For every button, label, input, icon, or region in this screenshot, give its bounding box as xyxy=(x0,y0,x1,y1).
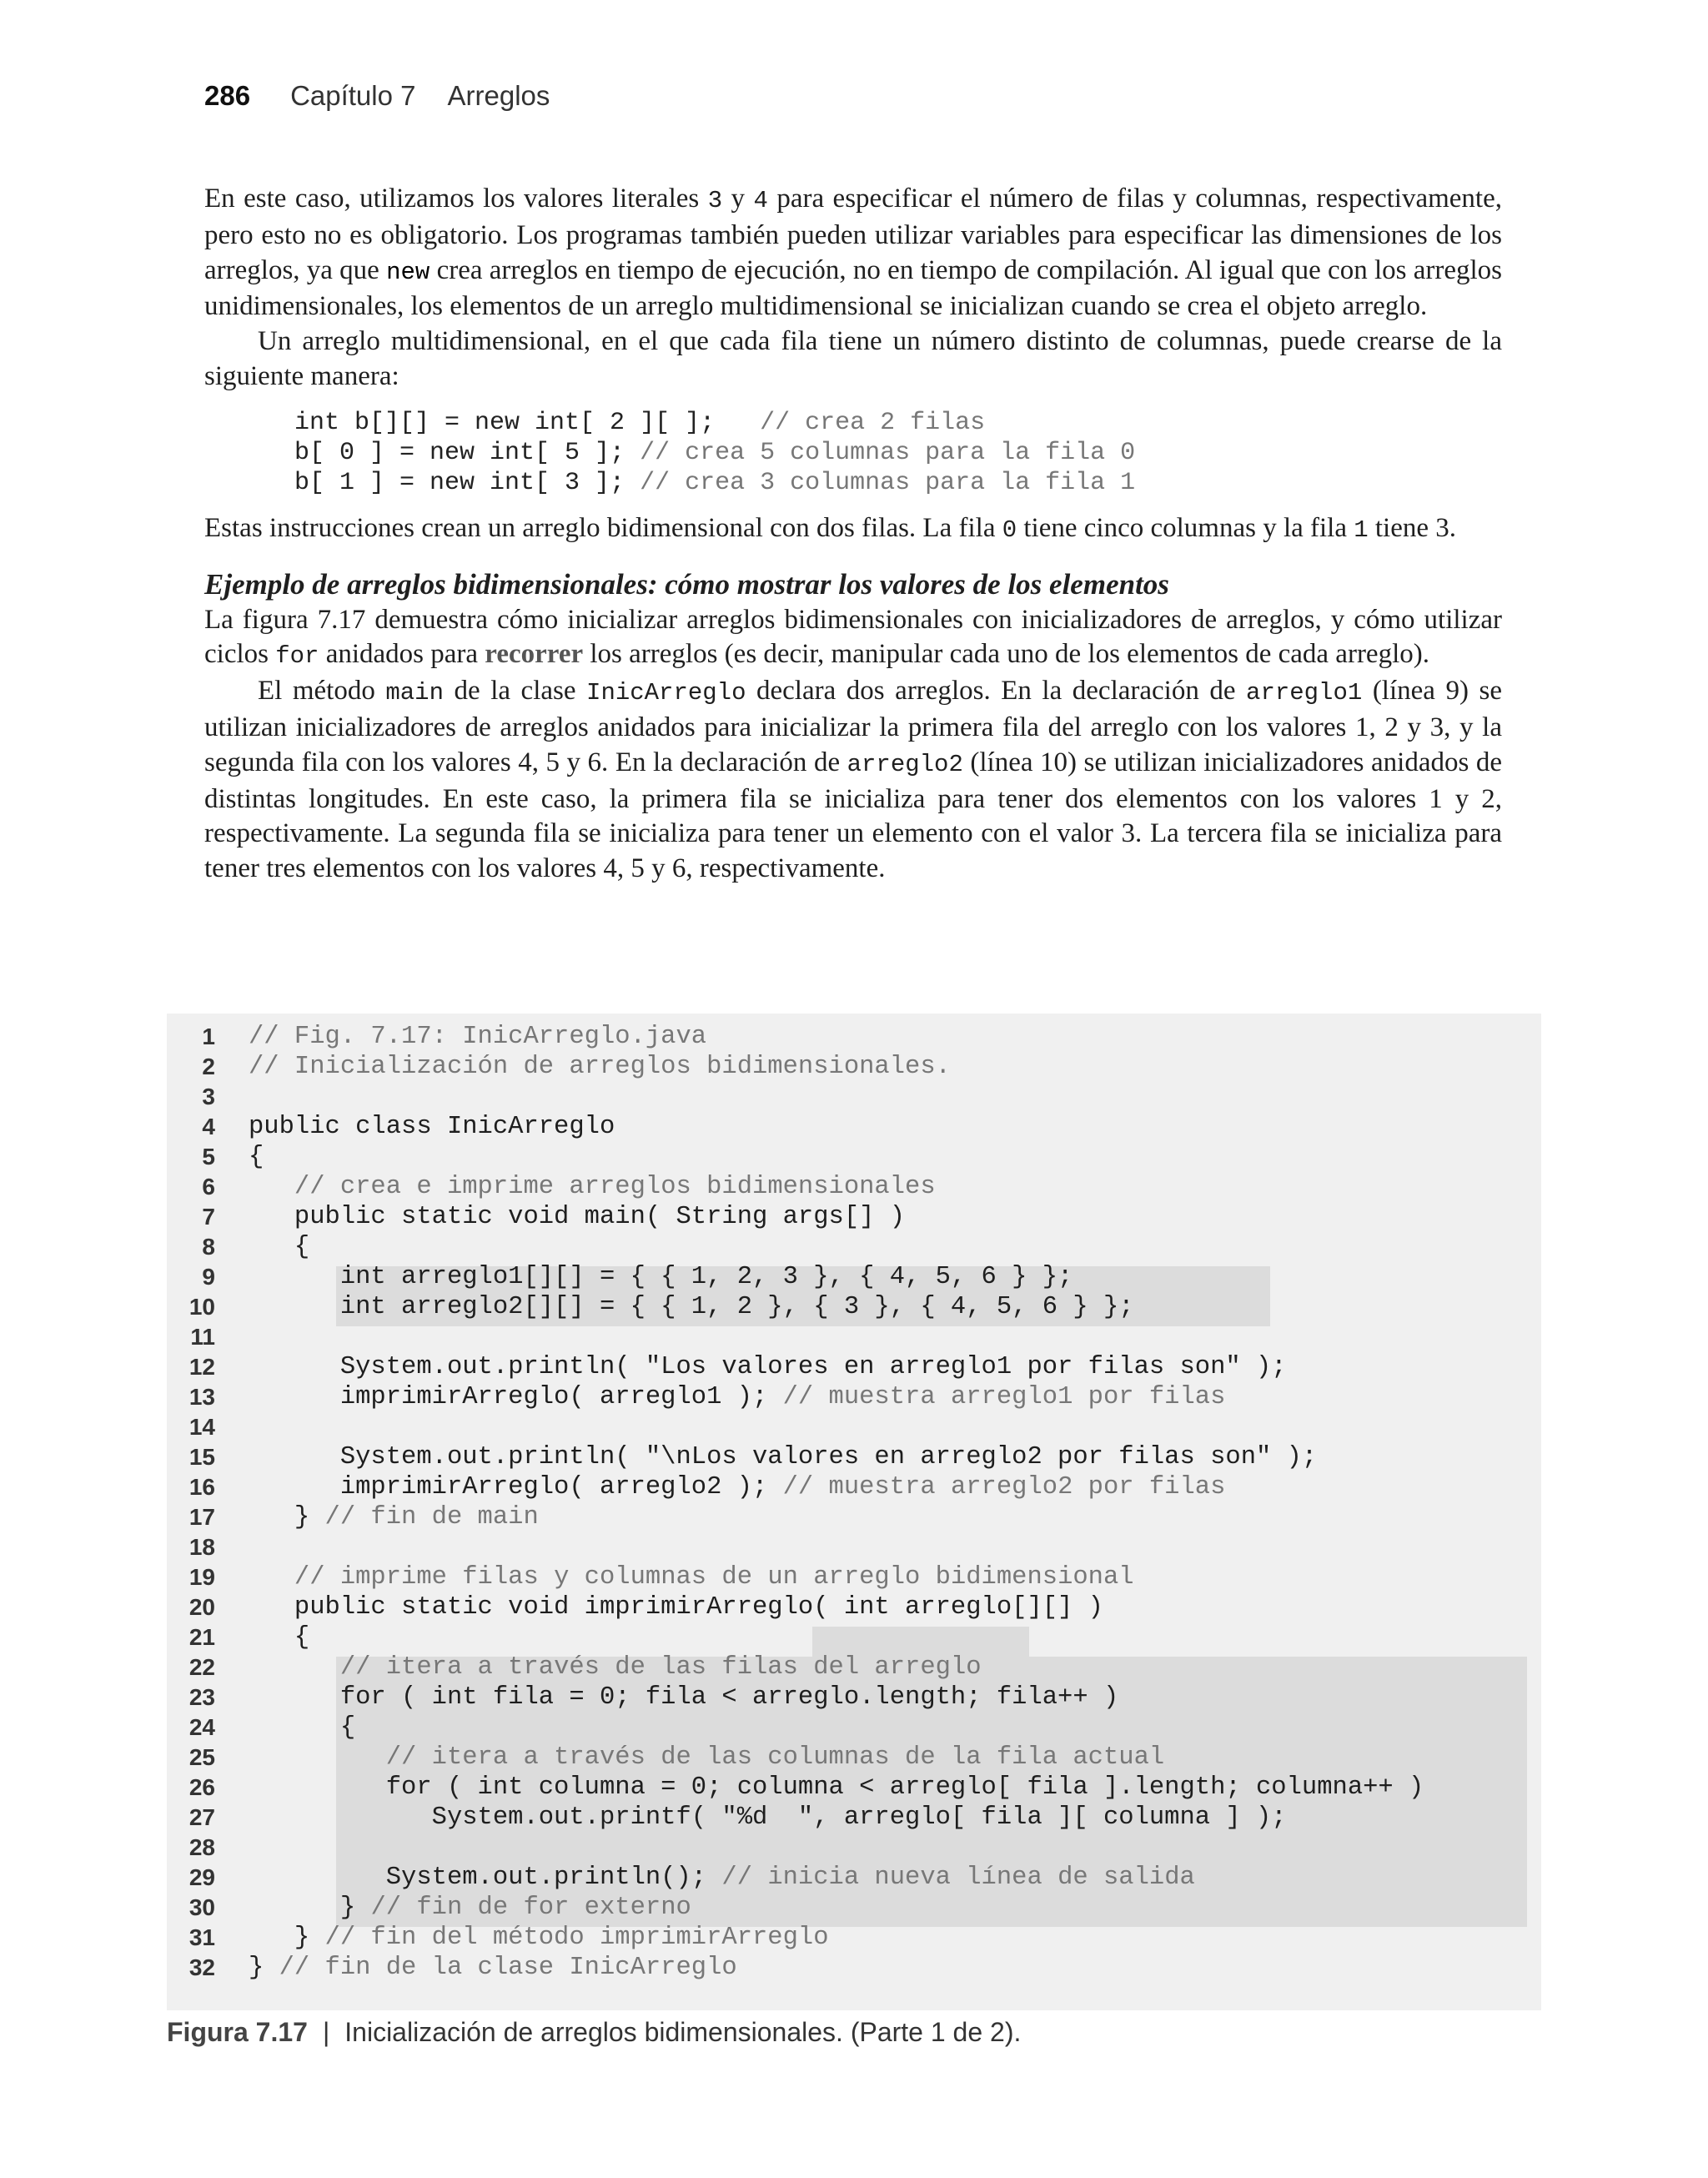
line-content xyxy=(249,1382,1225,1412)
line-content xyxy=(249,1442,1317,1472)
text-run: El método xyxy=(258,676,386,707)
code-run: 0 xyxy=(1002,516,1017,544)
code-comment: // fin de for externo xyxy=(370,1894,691,1922)
snippet-comment: // crea 5 columnas para la fila 0 xyxy=(640,438,1136,467)
text-run: Estas instrucciones crean un arreglo bidimensional con dos filas. La fila xyxy=(204,512,1002,543)
line-number: 32 xyxy=(188,1954,215,1980)
line-content xyxy=(249,1352,1287,1382)
code-comment: // imprime filas y columnas de un arreglo bidimensional xyxy=(294,1563,1134,1592)
line-number: 9 xyxy=(202,1264,215,1290)
code-text: imprimirArreglo( arreglo1 ); xyxy=(249,1383,783,1411)
text-run: para especificar el número de filas y columnas, respectivamente, pero esto no es obligatorio. Los programas también pueden utilizar variables para especificar las dimensiones de los arreglos, ya que xyxy=(204,184,1503,285)
line-number: 29 xyxy=(188,1864,215,1890)
line-number: 19 xyxy=(188,1564,215,1590)
line-number: 26 xyxy=(188,1774,215,1800)
snippet-line xyxy=(294,438,1502,468)
snippet-line xyxy=(294,468,1502,498)
line-content xyxy=(249,1172,936,1202)
line-content xyxy=(249,1112,615,1142)
text-run: de la clase xyxy=(444,676,587,707)
body-text xyxy=(204,182,1502,887)
text-run: los arreglos (es decir, manipular cada uno de los elementos de cada arreglo). xyxy=(583,639,1429,670)
code-comment: // itera a través de las filas del arreglo xyxy=(339,1653,982,1682)
line-number: 4 xyxy=(202,1114,215,1139)
code-comment: // fin de main xyxy=(324,1503,539,1532)
line-content xyxy=(249,1893,691,1923)
line-number: 28 xyxy=(188,1834,215,1860)
code-run: main xyxy=(385,679,444,707)
line-content xyxy=(249,1052,951,1082)
code-run: arreglo1 xyxy=(1246,679,1363,707)
line-number: 11 xyxy=(190,1324,215,1350)
code-text: } xyxy=(249,1924,325,1952)
line-number: 7 xyxy=(202,1204,215,1230)
code-text: public static void main( String args[] ) xyxy=(249,1203,906,1231)
code-comment: // inicia nueva línea de salida xyxy=(721,1864,1195,1892)
line-content xyxy=(249,1022,706,1052)
line-number: 17 xyxy=(188,1504,215,1530)
code-comment: // muestra arreglo1 por filas xyxy=(782,1383,1226,1411)
running-header xyxy=(204,80,550,112)
snippet-comment: // crea 3 columnas para la fila 1 xyxy=(640,468,1136,497)
code-text xyxy=(249,1743,386,1772)
line-number: 1 xyxy=(202,1024,215,1049)
text-run: crea arreglos en tiempo de ejecución, no en tiempo de compilación. Al igual que con los arreglos unidimensionales, los elementos de un arreglo multidimensional se inicializan cuando se crea el objeto arreglo. xyxy=(204,254,1502,322)
line-number: 21 xyxy=(188,1624,215,1650)
code-run: new xyxy=(386,258,430,286)
paragraph-figure-intro xyxy=(204,603,1502,675)
line-content xyxy=(249,1592,1103,1622)
paragraph-literals xyxy=(204,182,1502,324)
code-text: for ( int columna = 0; columna < arreglo[ fila ].length; columna++ ) xyxy=(249,1773,1424,1802)
line-number: 25 xyxy=(188,1744,215,1770)
snippet-code: int b[][] = new int[ 2 ][ ]; xyxy=(294,408,761,437)
code-text: public static void imprimirArreglo( int arreglo[][] ) xyxy=(249,1593,1103,1622)
code-text: imprimirArreglo( arreglo2 ); xyxy=(249,1473,783,1501)
line-number: 23 xyxy=(188,1684,215,1710)
code-text xyxy=(249,1173,294,1201)
line-number: 24 xyxy=(188,1714,215,1740)
line-number: 10 xyxy=(188,1294,215,1320)
code-comment: // Inicialización de arreglos bidimensionales. xyxy=(249,1053,951,1081)
line-content xyxy=(249,1502,539,1532)
line-number: 15 xyxy=(188,1444,215,1470)
line-content xyxy=(249,1683,1118,1713)
code-listing xyxy=(167,1014,1541,2010)
code-comment: // itera a través de las columnas de la fila actual xyxy=(385,1743,1165,1772)
code-text: } xyxy=(249,1894,371,1922)
line-content xyxy=(249,1713,355,1743)
code-comment: // fin del método imprimirArreglo xyxy=(324,1924,829,1952)
caption-separator: | xyxy=(322,2017,330,2047)
code-snippet xyxy=(294,408,1502,498)
text-run: y xyxy=(722,184,754,214)
paragraph-main-method xyxy=(204,674,1502,887)
code-text xyxy=(249,1653,340,1682)
line-number: 5 xyxy=(202,1144,215,1169)
line-content xyxy=(249,1472,1225,1502)
line-number: 12 xyxy=(188,1354,215,1380)
caption-text: Inicialización de arreglos bidimensionales. (Parte 1 de 2). xyxy=(344,2017,1022,2047)
code-run: InicArreglo xyxy=(586,679,746,707)
line-number: 13 xyxy=(188,1384,215,1410)
line-number: 14 xyxy=(188,1414,215,1440)
line-content xyxy=(249,1622,309,1652)
line-number: 20 xyxy=(188,1594,215,1620)
line-content xyxy=(249,1292,1134,1322)
line-number: 22 xyxy=(188,1654,215,1680)
line-number: 18 xyxy=(188,1534,215,1560)
line-number: 27 xyxy=(188,1804,215,1830)
text-run: La figura 7.17 demuestra cómo inicializar arreglos bidimensionales con inicializadores de arreglos, y cómo utilizar ciclos xyxy=(204,604,1502,670)
code-text: public class InicArreglo xyxy=(249,1113,615,1141)
section-heading: Ejemplo de arreglos bidimensionales: cómo mostrar los valores de los elementos xyxy=(204,567,1169,601)
code-run: 3 xyxy=(707,187,723,214)
code-comment: // fin de la clase InicArreglo xyxy=(279,1954,737,1982)
line-content xyxy=(249,1562,1134,1592)
line-number: 30 xyxy=(188,1894,215,1920)
line-content xyxy=(249,1863,1195,1893)
text-run: tiene 3. xyxy=(1368,512,1457,543)
figure-label: Figura 7.17 xyxy=(167,2017,308,2047)
text-run: tiene cinco columnas y la fila xyxy=(1017,512,1354,543)
code-text: int arreglo2[][] = { { 1, 2 }, { 3 }, { 4, 5, 6 } }; xyxy=(249,1293,1134,1321)
code-text: System.out.println(); xyxy=(249,1864,722,1892)
code-text: { xyxy=(249,1233,310,1261)
figure-caption xyxy=(167,2017,1021,2048)
line-content xyxy=(249,1773,1424,1803)
text-run: anidados para xyxy=(319,639,485,670)
line-content xyxy=(249,1743,1164,1773)
paragraph-rows xyxy=(204,511,1502,548)
code-run: 1 xyxy=(1354,516,1369,544)
code-text: } xyxy=(249,1503,325,1532)
code-comment: // Fig. 7.17: InicArreglo.java xyxy=(249,1023,707,1051)
code-text: int arreglo1[][] = { { 1, 2, 3 }, { 4, 5, 6 } }; xyxy=(249,1263,1073,1291)
code-text: System.out.printf( "%d ", arreglo[ fila ][ columna ] ); xyxy=(249,1803,1287,1832)
code-text: } xyxy=(249,1954,279,1982)
text-run: (línea 10) se utilizan inicializadores anidados de distintas longitudes. En este caso, la primera fila se inicializa para tener dos elementos con los valores 1 y 2, respectivamente. La segunda fila se inicializa para tener un elemento con el valor 3. La tercera fila se inicializa para tener tres elementos con los valores 4, 5 y 6, respectivamente. xyxy=(204,747,1502,884)
code-run: arreglo2 xyxy=(846,750,963,778)
line-content xyxy=(249,1923,829,1953)
line-content xyxy=(249,1803,1287,1833)
line-number: 31 xyxy=(188,1924,215,1950)
snippet-code: b[ 0 ] = new int[ 5 ]; xyxy=(294,438,640,467)
code-text: System.out.println( "\nLos valores en arreglo2 por filas son" ); xyxy=(249,1443,1318,1471)
code-text xyxy=(249,1563,294,1592)
chapter-title: Arreglos xyxy=(447,80,550,111)
code-run: for xyxy=(275,642,319,671)
line-number: 2 xyxy=(202,1054,215,1079)
text-run: (línea 9) se utilizan inicializadores de arreglos anidados para inicializar la primera fila del arreglo con los valores 1, 2 y 3, y la segunda fila con los valores 4, 5 y 6. En la declaración de xyxy=(204,676,1502,777)
line-content xyxy=(249,1652,982,1683)
text-run: declara dos arreglos. En la declaración de xyxy=(746,676,1247,707)
paragraph-ragged: Un arreglo multidimensional, en el que cada fila tiene un número distinto de columnas, puede crearse de la siguiente manera: xyxy=(204,326,1502,391)
code-text: { xyxy=(249,1713,356,1742)
code-run: 4 xyxy=(753,187,768,214)
text-run: En este caso, utilizamos los valores literales xyxy=(204,184,708,214)
line-number: 8 xyxy=(202,1234,215,1260)
snippet-line xyxy=(294,408,1502,438)
line-content xyxy=(249,1232,309,1262)
line-content xyxy=(249,1142,264,1172)
line-content xyxy=(249,1202,905,1232)
code-text: { xyxy=(249,1623,310,1652)
page-number: 286 xyxy=(204,80,251,111)
code-comment: // muestra arreglo2 por filas xyxy=(782,1473,1226,1501)
code-text: for ( int fila = 0; fila < arreglo.length; fila++ ) xyxy=(249,1683,1119,1712)
line-number: 3 xyxy=(202,1084,215,1109)
code-text: System.out.println( "Los valores en arreglo1 por filas son" ); xyxy=(249,1353,1287,1381)
line-content xyxy=(249,1262,1073,1292)
snippet-comment: // crea 2 filas xyxy=(760,408,986,437)
code-comment: // crea e imprime arreglos bidimensionales xyxy=(294,1173,936,1201)
line-content xyxy=(249,1953,737,1983)
snippet-code: b[ 1 ] = new int[ 3 ]; xyxy=(294,468,640,497)
key-term: recorrer xyxy=(485,639,584,670)
code-text: { xyxy=(249,1143,264,1171)
line-number: 16 xyxy=(188,1474,215,1500)
chapter-label: Capítulo 7 xyxy=(290,80,416,111)
line-number: 6 xyxy=(202,1174,215,1200)
